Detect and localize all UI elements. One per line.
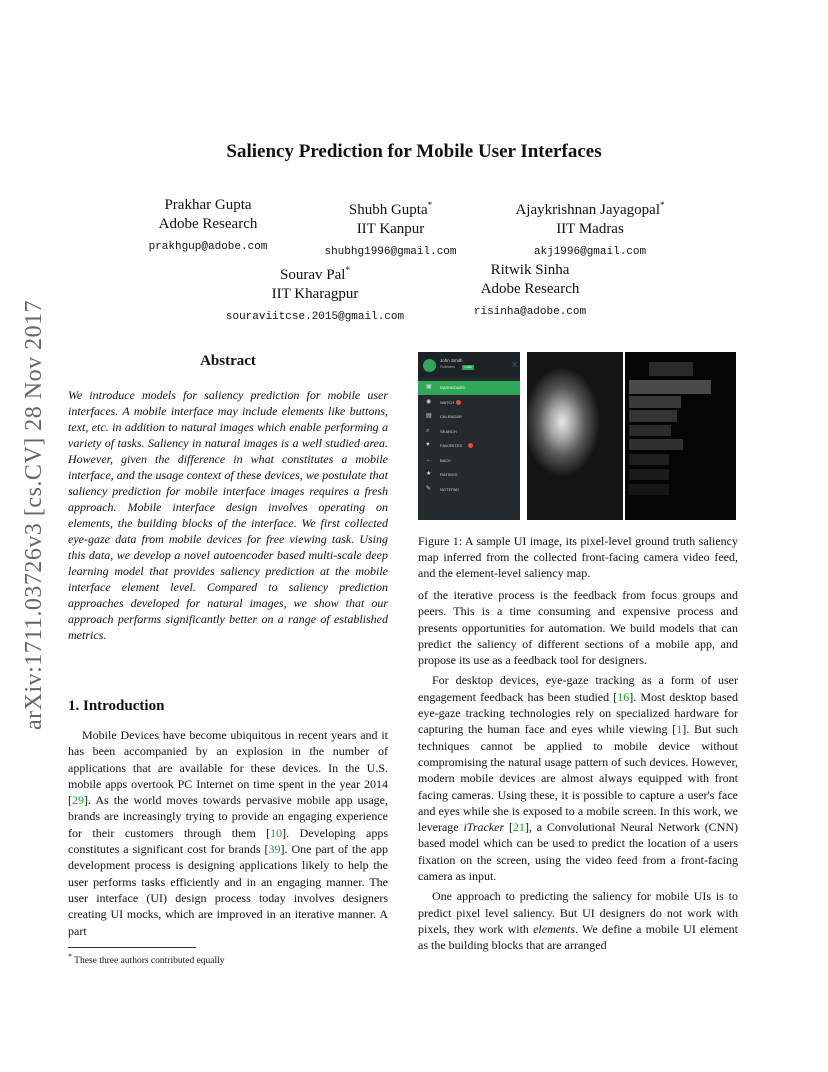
close-icon: × [511, 360, 519, 370]
abstract-text: We introduce models for saliency prediction for mobile user interfaces. A mobile interface may include elements like buttons, text, etc. in addition to natural images which enable performing a variety of tasks. Saliency in natural images is a well studied area. However, given the difference in what constitutes a mobile interface, and the usage context of these devices, we postulate that saliency prediction for mobile interface images requires a fresh approach. Mobile interface design involves operating on elements, the building blocks of the interface. We first collected eye-gaze data from mobile devices for free viewing task. Using this data, we develop a novel autoencoder based multi-scale deep learning model that provides saliency prediction at the mobile interface element level. Compared to saliency prediction approaches developed for natural images, we show that our approach performs significantly better on a range of established metrics. [68, 388, 388, 642]
ui-menu-item [418, 454, 520, 468]
sample-ui-image [418, 352, 520, 520]
author-email[interactable]: shubhg1996@gmail.com [324, 246, 457, 258]
ui-menu-item [418, 483, 520, 497]
menu-item-label: CALENDAR [440, 414, 462, 419]
intro-paragraph: Mobile Devices have become ubiquitous in recent years and it has been accompanied by an explosion in the number of applications that are available for these devices. In the U.S. mobile apps overtook PC Internet on time spent in the year 2014 [29]. As the world moves towards pervasive mobile app usage, brands are increasingly trying to provide an engaging experience for their customers through them [10]. Developing apps constitutes a significant cost for brands [39]. One part of the app development process is designing applications likely to help the user performs tasks efficiently and in an engaging manner. The user interface (UI) design process today involves designers creating UI mocks, which are improved in an iterative manner. A part [68, 728, 388, 938]
element-saliency-block [629, 484, 669, 495]
author-mark: * [427, 200, 433, 210]
body-paragraph: For desktop devices, eye-gaze tracking as a form of user engagement feedback has been studied [16]. Most desktop based eye-gaze tracking technologies rely on specialized hardware for capturing the human face and eyes while viewing [1]. But such techniques cannot be applied to mobile device without compromising the natural usage pattern of such devices. However, modern mobile devices are almost always equipped with front facing cameras. Using these, it is possible to capture a user's face and eyes while she is exposed to a mobile screen. In this work, we leverage iTracker [21], a Convolutional Neural Network (CNN) based model which can be used to predict the location of a users fixation on the screen, using the video feed from a front-facing camera as input. [418, 673, 739, 884]
author-name: Sourav Pal [280, 267, 346, 283]
menu-item-icon: ✎ [426, 485, 432, 492]
body-paragraph: of the iterative process is the feedback from focus groups and peers. This is a time consuming and expensive process and presents opportunities for automation. We build models that can predict the saliency of different sections of a mobile app, and propose its use as a feedback tool for designers. [418, 588, 738, 668]
author-affiliation: Adobe Research [158, 216, 258, 232]
menu-item-icon: ▣ [426, 384, 432, 390]
figure-1 [418, 352, 736, 520]
author-email[interactable]: akj1996@gmail.com [533, 246, 647, 258]
author-block [118, 196, 298, 257]
author-affiliation: Adobe Research [480, 281, 580, 297]
element-saliency-block [629, 380, 711, 394]
author-affiliation: IIT Kharagpur [271, 286, 359, 302]
footnote: * These three authors contributed equally [68, 952, 225, 967]
menu-item-label: FAVORITES [440, 443, 463, 448]
element-saliency-block [629, 410, 677, 422]
element-saliency-block [629, 454, 669, 465]
abstract-heading: Abstract [200, 353, 256, 369]
citation-link[interactable]: 10 [270, 825, 283, 840]
menu-item-label: SEARCH [440, 428, 457, 434]
citation-link[interactable]: 21 [512, 820, 525, 835]
author-name: Ajaykrishnan Jayagopal [515, 202, 661, 218]
ui-menu-item [418, 396, 520, 410]
menu-item-icon: ★ [426, 471, 432, 477]
author-block [450, 261, 610, 322]
menu-item-icon: ← [426, 456, 432, 463]
menu-item-label: RATINGS [440, 472, 458, 477]
menu-item-label: NOTEPAD [440, 486, 460, 492]
footnote-rule [68, 947, 196, 948]
author-mark: * [660, 200, 665, 210]
arxiv-identifier: arXiv:1711.03726v3 [cs.CV] 28 Nov 2017 [21, 299, 47, 730]
menu-item-label: WATCH [440, 399, 455, 405]
menu-item-label: BACK [440, 457, 451, 463]
element-saliency-block [629, 396, 681, 408]
notification-badge [468, 443, 473, 448]
figure-1-caption: Figure 1: A sample UI image, its pixel-level ground truth saliency map inferred from the collected front-facing camera video feed, and the element-level saliency map. [418, 534, 738, 580]
ui-header [418, 352, 520, 378]
author-email[interactable]: risinha@adobe.com [473, 306, 587, 318]
author-mark: * [345, 265, 350, 275]
author-affiliation: IIT Madras [556, 221, 624, 237]
citation-link[interactable]: 16 [617, 689, 630, 704]
element-saliency-map [625, 352, 736, 520]
pixel-saliency-map [527, 352, 623, 520]
section-heading-introduction: 1. Introduction [68, 698, 165, 714]
right-column [418, 587, 738, 954]
paper-title: Saliency Prediction for Mobile User Interfaces [226, 141, 602, 162]
notification-badge [456, 400, 461, 405]
author-block [200, 261, 430, 327]
ui-menu-item [418, 468, 520, 482]
author-name: Prakhar Gupta [164, 197, 252, 213]
ui-menu-item [418, 439, 520, 453]
element-saliency-block [629, 469, 669, 480]
citation-link[interactable]: 29 [72, 793, 84, 808]
ui-menu-item [418, 425, 520, 439]
menu-item-icon: ◉ [426, 398, 432, 405]
ui-user-name: John Smith [440, 358, 463, 363]
element-saliency-block [649, 362, 693, 376]
ui-menu-item [418, 381, 520, 395]
ui-menu-item [418, 410, 520, 424]
author-affiliation: IIT Kanpur [356, 221, 425, 237]
author-block [303, 196, 478, 262]
citation-link[interactable]: 39 [268, 842, 281, 857]
ui-user-sub: Followers [440, 365, 455, 369]
ui-badge: 1,000 [462, 365, 474, 370]
avatar-icon [423, 359, 436, 372]
element-saliency-block [629, 439, 683, 450]
author-name: Shubh Gupta [348, 202, 428, 218]
element-saliency-block [629, 425, 671, 436]
menu-item-icon: ▤ [426, 413, 432, 419]
intro-column [68, 727, 388, 939]
author-block [490, 196, 690, 262]
menu-item-icon: ⌕ [426, 427, 430, 434]
menu-item-label: DASHBOARD [440, 385, 466, 390]
author-email[interactable]: prakhgup@adobe.com [148, 241, 268, 253]
author-email[interactable]: souraviitcse.2015@gmail.com [225, 311, 405, 323]
footnote-mark: * [68, 952, 72, 961]
citation-link[interactable]: 1 [676, 722, 683, 737]
author-name: Ritwik Sinha [490, 262, 570, 278]
body-paragraph: One approach to predicting the saliency for mobile UIs is to predict pixel level saliency. But UI designers do not work with pixels, they work with elements. We define a mobile UI element as the building blocks that are arranged [418, 889, 738, 953]
menu-item-icon: ♥ [426, 442, 430, 448]
